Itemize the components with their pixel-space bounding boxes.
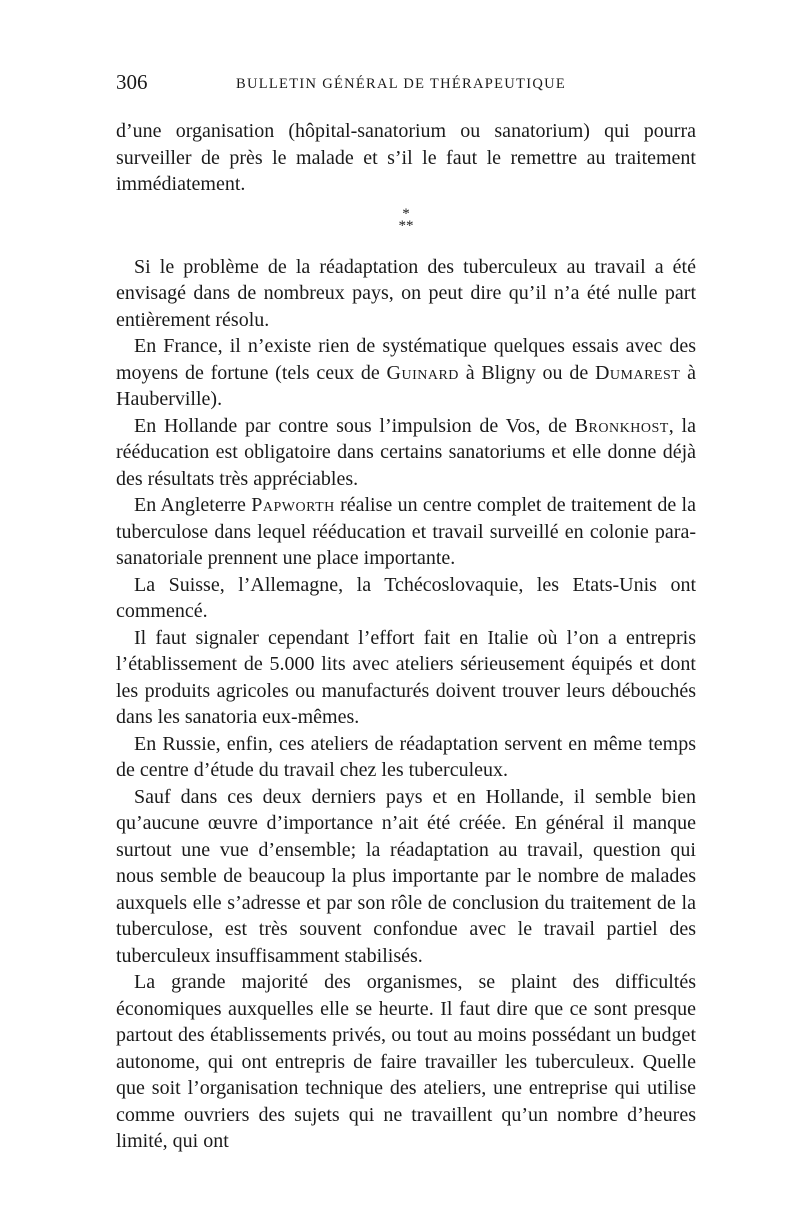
text-run: En France, il n’existe rien de systématique quelques essais avec des moyens de fortune (tels ceux de	[116, 335, 696, 384]
paragraph: Sauf dans ces deux derniers pays et en Hollande, il semble bien qu’aucune œuvre d’importance n’ait été créée. En général il manque surtout une vue d’ensemble; la réadaptation au travail, question qui nous semble de beaucoup la plus importante par le nombre de malades auxquels elle s’adresse et par son rôle de conclusion du traitement de la tuberculose, est très souvent confondue avec le travail partiel des tuberculeux insuffisamment stabilisés.	[116, 785, 696, 967]
paragraph	[116, 492, 696, 572]
text-run: , la rééducation est obligatoire dans certains sanatoriums et elle donne déjà des résultats très appréciables.	[116, 414, 696, 490]
paragraph	[116, 413, 696, 493]
page-header	[116, 70, 696, 100]
person-name: Dumarest	[594, 361, 681, 384]
text-run: réalise un centre complet de traitement de la tuberculose dans lequel rééducation et travail surveillé en colonie para-sanatoriale prennent une place importante.	[116, 494, 696, 569]
running-head: BULLETIN GÉNÉRAL DE THÉRAPEUTIQUE	[236, 76, 567, 92]
section-break-asterism	[116, 205, 696, 234]
paragraph	[116, 333, 696, 413]
paragraph: La grande majorité des organismes, se plaint des difficultés économiques auxquelles elle se heurte. Il faut dire que ce sont presque partout des établissements privés, ou tout au moins possédant un budget autonome, qui ont entrepris de faire travailler les tuberculeux. Quelle que soit l’organisation technique des ateliers, une entreprise qui utilise comme ouvriers des sujets qui ne travaillent qu’un nombre d’heures limité, qui ont	[116, 971, 696, 1152]
asterism-bottom: **	[398, 217, 414, 234]
text-run: En Angleterre	[134, 494, 252, 516]
body-text	[116, 118, 696, 1155]
text-run: à Hauberville).	[116, 361, 696, 410]
paragraph: La Suisse, l’Allemagne, la Tchécoslovaquie, les Etats-Unis ont commencé.	[116, 573, 696, 622]
person-name: Guinard	[386, 361, 459, 384]
text-run: à Bligny ou de	[458, 361, 595, 384]
asterism-top: *	[402, 205, 410, 222]
text-run: En Hollande par contre sous l’impulsion de Vos, de	[134, 414, 575, 437]
person-name: Bronkhost	[574, 414, 669, 437]
paragraph: En Russie, enfin, ces ateliers de réadaptation servent en même temps de centre d’étude du travail chez les tuberculeux.	[116, 732, 696, 781]
page-number: 306	[116, 70, 148, 94]
paragraph-continuation: d’une organisation (hôpital-sanatorium ou sanatorium) qui pourra surveiller de près le malade et s’il le faut le remettre au traitement immédiatement.	[116, 120, 696, 195]
person-name: Papworth	[251, 494, 335, 516]
paragraph: Si le problème de la réadaptation des tuberculeux au travail a été envisagé dans de nombreux pays, on peut dire qu’il n’a été nulle part entièrement résolu.	[116, 255, 696, 331]
paragraph: Il faut signaler cependant l’effort fait en Italie où l’on a entrepris l’établissement de 5.000 lits avec ateliers sérieusement équipés et dont les produits agricoles ou manufacturés doivent trouver leurs débouchés dans les sanatoria eux-mêmes.	[116, 626, 696, 728]
